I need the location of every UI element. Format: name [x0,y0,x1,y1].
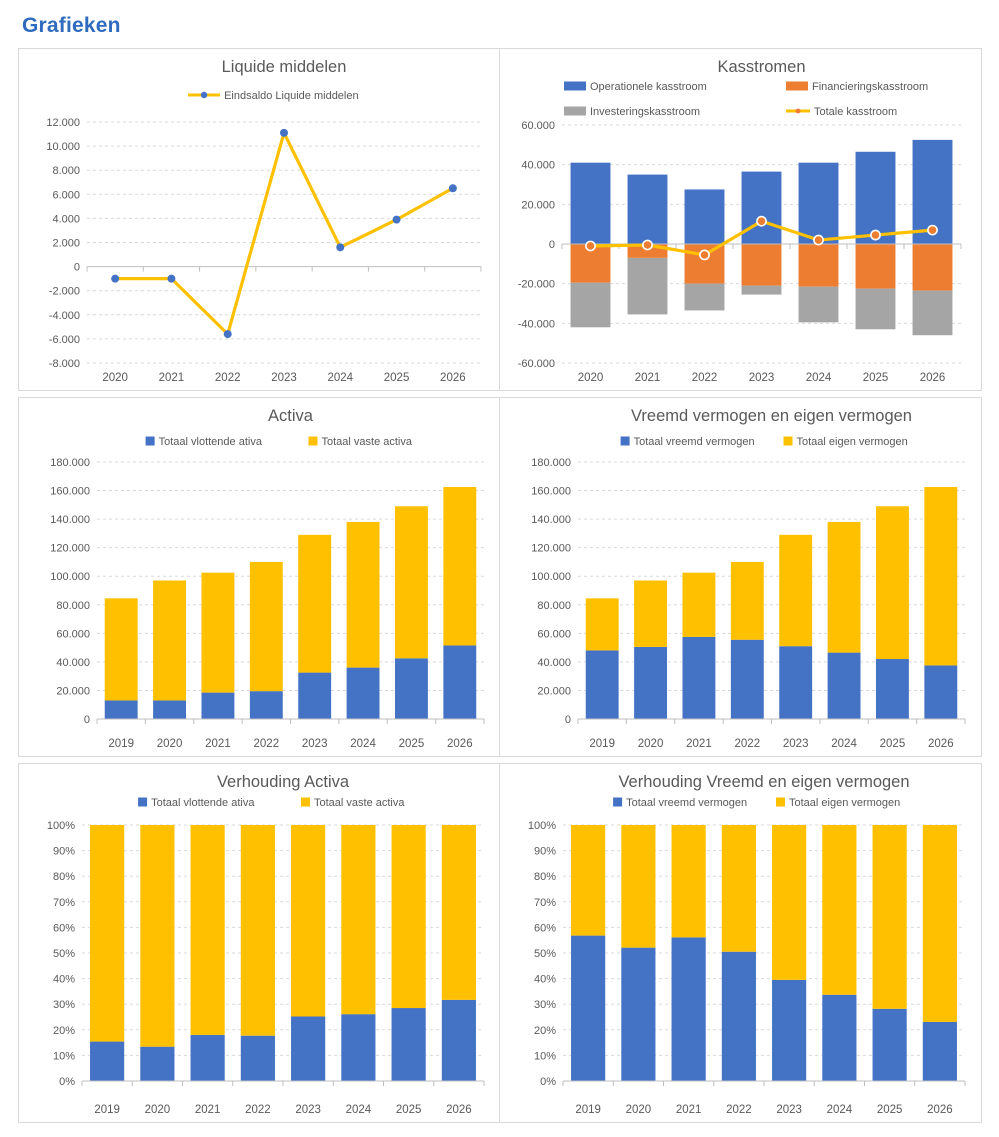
x-axis-label: 2024 [345,1104,372,1116]
bar-segment [347,522,380,668]
legend-label: Totaal vreemd vermogen [626,797,748,809]
y-axis-label: 60.000 [56,628,90,641]
legend-color-swatch [783,437,792,446]
chart-panel-activa [18,397,500,757]
bar-segment [140,825,174,1047]
x-axis-label: 2025 [879,738,906,750]
bar-segment [291,1016,325,1081]
x-axis-label: 2025 [383,372,410,384]
bar-segment [772,825,806,980]
y-axis-label: -20.000 [517,278,555,291]
chart-liquide-middelen [19,49,497,390]
bar-segment [873,825,907,1009]
x-axis-label: 2023 [782,738,809,750]
x-axis-label: 2025 [395,1104,422,1116]
bar-segment [682,637,715,719]
legend-color-swatch [308,437,317,446]
bar-segment [924,665,957,719]
legend [564,81,928,118]
bar-segment [571,163,611,244]
legend-color-swatch [786,82,808,91]
y-axis-label: 20.000 [521,199,555,212]
bar-segment [201,573,234,693]
y-axis-label: 40.000 [537,656,571,669]
legend-label: Financieringskasstroom [812,81,929,93]
bar-segment [347,668,380,719]
data-point-marker [928,226,937,235]
x-axis-label: 2022 [691,372,718,384]
y-axis-label: 80% [533,871,556,884]
bar-segment [443,645,476,719]
y-axis-label: 6.000 [52,189,80,202]
bar-segment [672,825,706,937]
data-point-marker [700,250,709,259]
bar-segment [923,825,957,1022]
bar-segment [779,646,812,719]
bar-segment [742,286,782,295]
y-axis-label: 0 [73,261,80,274]
y-axis-label: 8.000 [52,165,80,178]
x-axis-label: 2024 [831,738,857,750]
y-axis-label: 0 [548,239,555,251]
legend-label: Totaal eigen vermogen [788,797,901,809]
x-axis-label: 2024 [826,1104,853,1116]
y-axis-label: 60.000 [537,628,571,641]
bar-segment [822,825,856,995]
bar-segment [140,1047,174,1081]
bar-segment [298,673,331,719]
bar-segment [628,175,668,244]
y-axis-label: -4.000 [48,309,80,322]
legend-marker-swatch [201,92,207,98]
y-axis-label: 0 [83,714,90,726]
y-axis-label: 180.000 [50,457,90,469]
bar-segment [682,573,715,637]
y-axis-label: 40.000 [56,656,90,669]
bar-segment [341,1014,375,1081]
bar-segment [742,172,782,244]
data-point-marker [757,217,766,226]
chart-verhouding-vreemd-eigen [500,764,978,1122]
x-axis-label: 2022 [245,1104,271,1116]
y-axis-label: 12.000 [46,117,80,129]
bar-segment [291,825,325,1016]
legend-label: Eindsaldo Liquide middelen [224,90,359,102]
legend-color-swatch [613,798,622,807]
legend-color-swatch [301,798,310,807]
y-axis-label: 20.000 [56,685,90,698]
y-axis-label: 90% [533,845,556,858]
y-axis-label: 40% [52,973,75,986]
data-point-marker [643,240,652,249]
x-axis-label: 2020 [102,372,128,384]
y-axis-label: 80% [52,871,75,884]
page-title: Grafieken [22,14,121,37]
legend-color-swatch [776,798,785,807]
data-point-marker [393,216,401,224]
bar-segment [90,1042,124,1081]
data-point-marker [224,330,232,338]
x-axis-label: 2021 [158,372,185,384]
x-axis-label: 2023 [271,372,297,384]
bar-segment [799,163,839,244]
y-axis-label: -2.000 [48,285,80,298]
chart-panel-liquide-middelen [18,48,500,391]
y-axis-label: 80.000 [56,599,90,612]
y-axis-label: -60.000 [517,358,555,370]
legend-color-swatch [138,798,147,807]
legend-color-swatch [564,107,586,116]
data-point-marker [814,235,823,244]
legend-marker-swatch [796,109,801,114]
x-axis-label: 2021 [205,738,231,750]
bar-segment [856,289,896,330]
x-axis-label: 2023 [295,1104,321,1116]
y-axis-label: 60% [52,922,75,935]
y-axis-label: -8.000 [48,358,80,370]
y-axis-label: 40% [533,973,556,986]
bar-segment [395,658,428,719]
bar-segment [621,948,655,1081]
y-axis-label: 0% [59,1076,75,1088]
chart-verhouding-activa [19,764,497,1122]
y-axis-label: 20% [533,1024,556,1037]
legend-color-swatch [621,437,630,446]
bar-segment [571,825,605,936]
chart-panel-verhouding-vreemd-eigen [499,763,982,1123]
legend-label: Totaal vaste activa [321,436,412,448]
y-axis-label: 30% [533,999,556,1012]
legend [146,436,413,448]
bar-segment [201,693,234,719]
bar-segment [392,1008,426,1081]
y-axis-label: 40.000 [521,159,555,172]
data-point-marker [586,241,595,250]
x-axis-label: 2021 [686,738,712,750]
chart-panel-vreemd-eigen [499,397,982,757]
bar-segment [731,562,764,640]
legend-label: Totaal vlottende ativa [158,436,262,448]
legend [621,436,908,448]
x-axis-label: 2024 [327,372,354,384]
bar-segment [571,936,605,1081]
legend [613,797,900,809]
x-axis-label: 2024 [805,372,832,384]
x-axis-label: 2025 [398,738,425,750]
x-axis-label: 2021 [194,1104,221,1116]
x-axis-label: 2023 [748,372,775,384]
legend-label: Totale kasstroom [814,106,898,118]
bar-segment [442,1000,476,1081]
bar-segment [250,562,283,691]
bar-segment [731,640,764,719]
bar-segment [634,581,667,647]
bar-segment [876,506,909,659]
y-axis-label: 100% [46,820,75,832]
bar-segment [772,980,806,1081]
x-axis-label: 2021 [634,372,661,384]
y-axis-label: 140.000 [531,514,571,527]
bar-segment [913,244,953,291]
chart-title: Vreemd vermogen en eigen vermogen [631,407,912,425]
y-axis-label: 80.000 [537,599,571,612]
x-axis-label: 2019 [94,1104,120,1116]
y-axis-label: 20% [52,1024,75,1037]
data-point-marker [111,275,119,283]
y-axis-label: 10% [52,1050,75,1063]
legend-label: Operationele kasstroom [590,81,707,93]
bar-segment [822,995,856,1081]
x-axis-label: 2020 [637,738,664,750]
bar-segment [722,952,756,1081]
x-axis-label: 2026 [446,1104,472,1116]
legend-label: Investeringskasstroom [590,106,701,118]
x-axis-label: 2024 [350,738,376,750]
y-axis-label: 70% [52,896,75,909]
x-axis-label: 2020 [156,738,183,750]
legend-label: Totaal vaste activa [313,797,405,809]
y-axis-label: 100% [527,820,556,832]
x-axis-label: 2022 [253,738,280,750]
y-axis-label: 90% [52,845,75,858]
bar-segment [621,825,655,948]
bar-segment [924,487,957,665]
x-axis-label: 2019 [575,1104,601,1116]
bar-segment [799,244,839,287]
bar-segment [779,535,812,646]
chart-title: Kasstromen [717,58,806,76]
x-axis-label: 2020 [625,1104,652,1116]
x-axis-label: 2021 [675,1104,702,1116]
x-axis-label: 2019 [589,738,615,750]
y-axis-label: -40.000 [517,318,555,331]
bar-segment [90,825,124,1042]
data-point-marker [336,243,344,251]
chart-title: Activa [268,407,313,425]
y-axis-label: -6.000 [48,333,80,346]
data-point-marker [280,129,288,137]
bar-segment [856,244,896,289]
bar-segment [628,258,668,315]
x-axis-label: 2019 [108,738,134,750]
y-axis-label: 50% [52,948,75,960]
bar-segment [828,653,861,719]
charts-grid [18,48,982,1123]
x-axis-label: 2020 [144,1104,171,1116]
y-axis-label: 0% [540,1076,556,1088]
legend-label: Totaal vlottende ativa [151,797,255,809]
bar-segment [191,825,225,1035]
legend [188,90,359,102]
y-axis-label: 4.000 [52,213,80,226]
chart-vreemd-eigen-vermogen [500,398,978,756]
line-series [115,133,453,334]
y-axis-label: 120.000 [50,542,90,555]
bar-segment [913,291,953,336]
legend-label: Totaal vreemd vermogen [633,436,755,448]
bar-segment [442,825,476,1000]
bar-segment [395,506,428,658]
legend-label: Totaal eigen vermogen [796,436,908,448]
y-axis-label: 160.000 [531,485,571,498]
chart-panel-verhouding-activa [18,763,500,1123]
bar-segment [153,581,186,701]
bar-segment [586,598,619,650]
bar-segment [341,825,375,1014]
bar-segment [298,535,331,673]
bar-segment [876,659,909,719]
y-axis-label: 20.000 [537,685,571,698]
x-axis-label: 2026 [447,738,473,750]
x-axis-label: 2026 [928,738,954,750]
y-axis-label: 30% [52,999,75,1012]
legend-color-swatch [146,437,155,446]
x-axis-label: 2022 [726,1104,752,1116]
x-axis-label: 2020 [577,372,604,384]
y-axis-label: 60.000 [521,120,555,132]
bar-segment [685,284,725,311]
y-axis-label: 0 [564,714,571,726]
chart-title: Liquide middelen [221,58,347,76]
x-axis-label: 2023 [301,738,328,750]
bar-segment [105,700,138,719]
data-point-marker [167,275,175,283]
x-axis-label: 2022 [734,738,761,750]
y-axis-label: 100.000 [531,571,571,584]
chart-activa [19,398,497,756]
legend-color-swatch [564,82,586,91]
y-axis-label: 10.000 [46,141,80,154]
y-axis-label: 100.000 [50,571,90,584]
chart-title: Verhouding Vreemd en eigen vermogen [618,773,910,791]
y-axis-label: 180.000 [531,457,571,469]
y-axis-label: 160.000 [50,485,90,498]
bar-segment [586,650,619,719]
x-axis-label: 2026 [927,1104,953,1116]
bar-segment [923,1022,957,1081]
y-axis-label: 70% [533,896,556,909]
chart-panel-kasstromen [499,48,982,391]
bar-segment [799,287,839,323]
data-point-marker [871,230,880,239]
bar-segment [571,283,611,328]
y-axis-label: 10% [533,1050,556,1063]
bar-segment [392,825,426,1008]
bar-segment [742,244,782,286]
y-axis-label: 50% [533,948,556,960]
x-axis-label: 2026 [919,372,946,384]
bar-segment [672,937,706,1081]
bar-segment [722,825,756,952]
bar-segment [191,1035,225,1081]
x-axis-label: 2026 [440,372,466,384]
legend [138,797,405,809]
y-axis-label: 60% [533,922,556,935]
x-axis-label: 2022 [214,372,241,384]
y-axis-label: 120.000 [531,542,571,555]
bar-segment [241,825,275,1036]
data-point-marker [449,184,457,192]
y-axis-label: 140.000 [50,514,90,527]
chart-title: Verhouding Activa [216,773,350,791]
x-axis-label: 2025 [876,1104,903,1116]
bar-segment [153,700,186,719]
bar-segment [634,647,667,719]
bar-segment [241,1036,275,1081]
bar-segment [685,189,725,244]
chart-kasstromen [500,49,978,390]
y-axis-label: 2.000 [52,237,80,250]
bar-segment [443,487,476,645]
x-axis-label: 2023 [776,1104,802,1116]
bar-segment [828,522,861,653]
bar-segment [873,1009,907,1081]
bar-segment [105,598,138,700]
page [0,14,999,1123]
x-axis-label: 2025 [862,372,889,384]
bar-segment [250,691,283,719]
